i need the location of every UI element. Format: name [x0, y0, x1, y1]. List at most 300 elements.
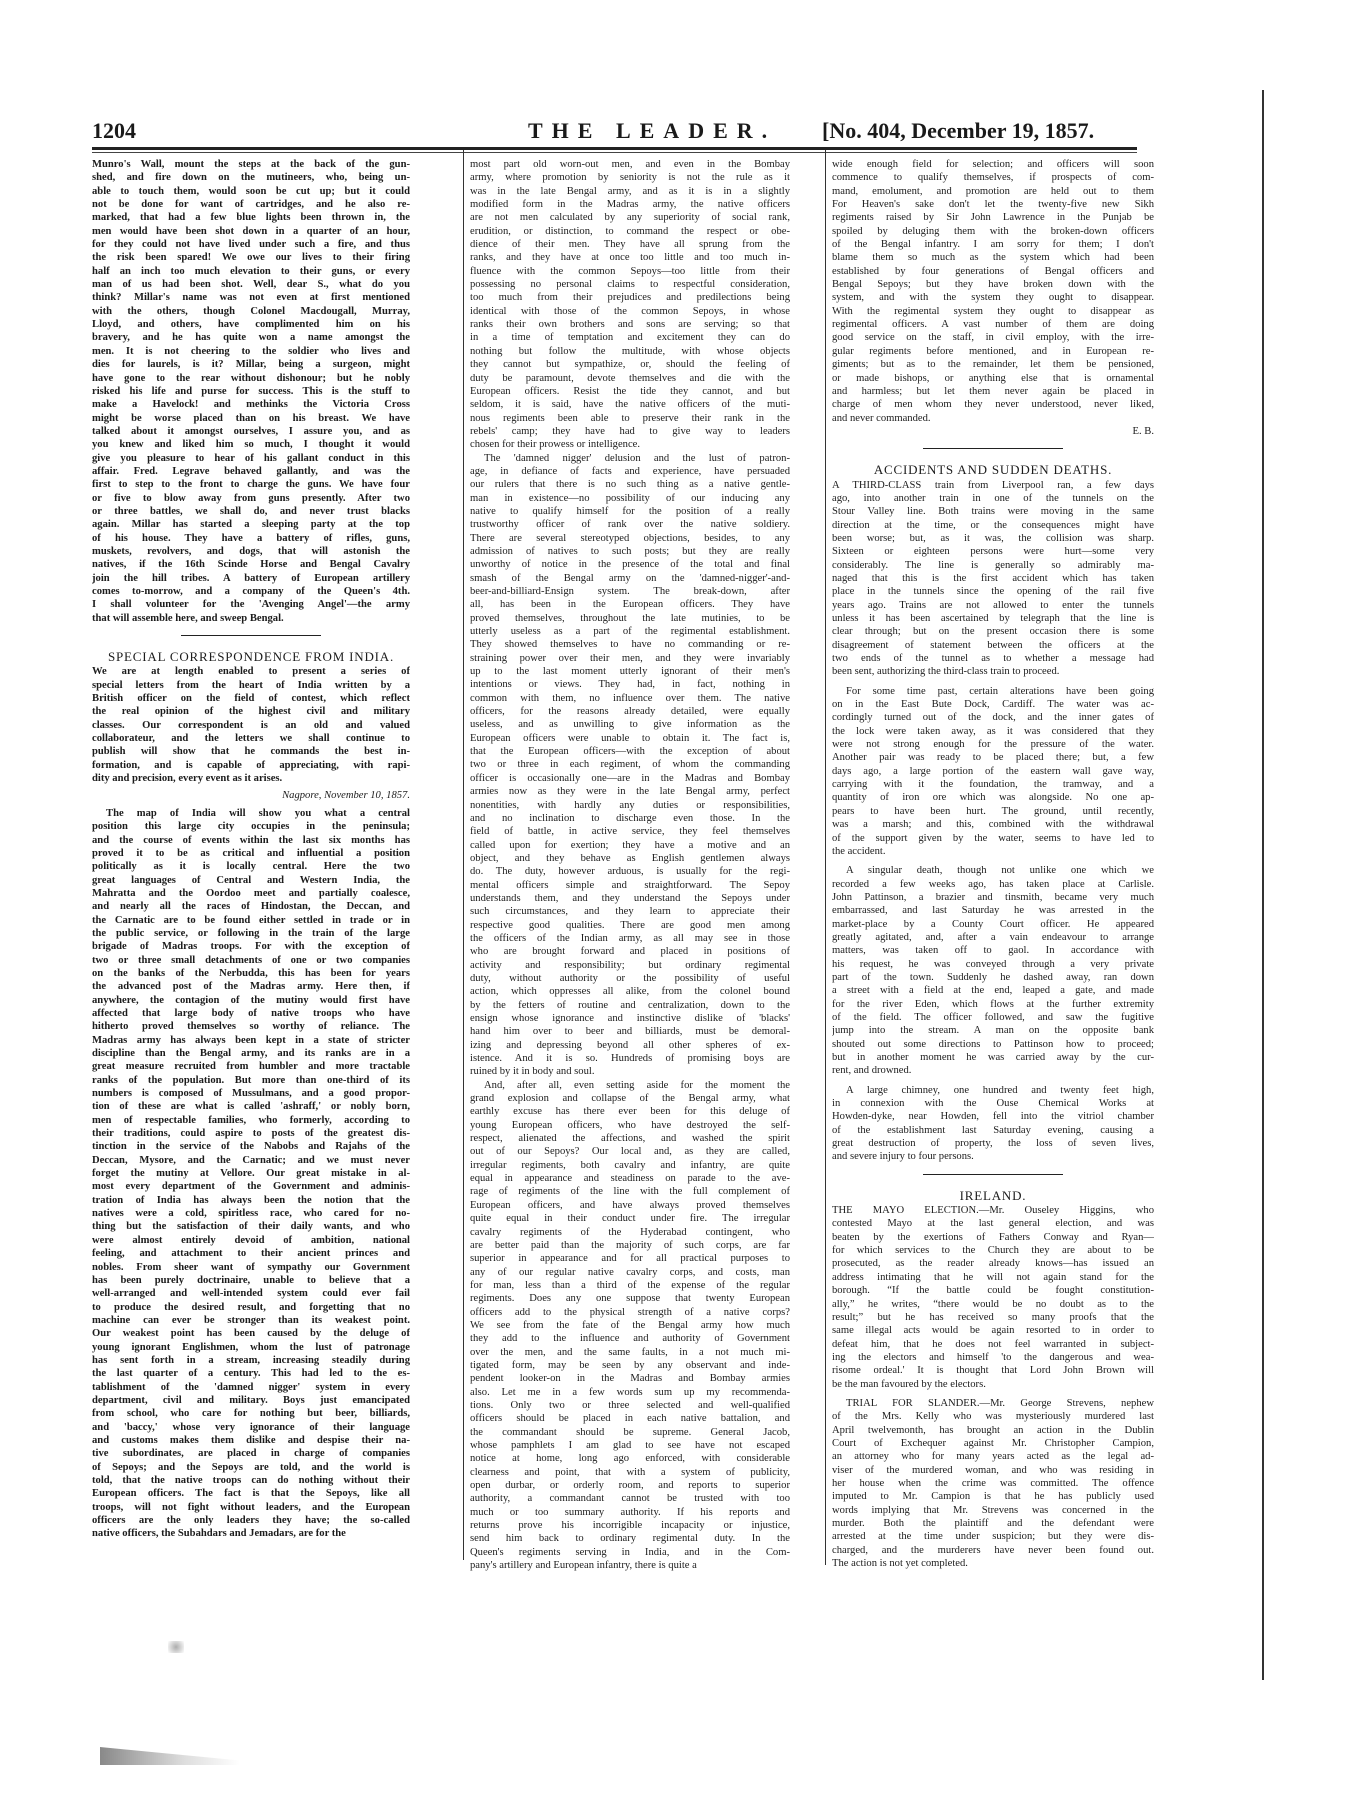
text-line: greatly agitated, and, after a vain endeavour to arrange — [832, 931, 1154, 943]
text-line: by the fetters of routine and centralization, down to the — [470, 999, 790, 1011]
page-edge — [1262, 90, 1264, 1680]
text-line: been worse; but, as it was, the collision was sharp. — [832, 532, 1154, 544]
text-line: of the field. The officer followed, and saw the fugitive — [832, 1011, 1154, 1023]
text-line: The map of India will show you what a central — [106, 807, 410, 819]
text-line: clear through; but on the present occasion there is some — [832, 626, 1154, 638]
text-line: the last quarter of a century. This had led to the es- — [92, 1368, 410, 1380]
text-line: established by four generations of Bengal officers and — [832, 265, 1154, 277]
text-line: the advanced post of the Madras army. Here then, if — [92, 981, 410, 993]
text-line: most part old worn-out men, and even in the Bombay — [470, 159, 790, 170]
text-line: the lock were taken away, as it was considered that they — [832, 725, 1154, 737]
text-line: beaten by the exertions of Fathers Conway and Ryan— — [832, 1231, 1154, 1243]
text-line: young European officers, who have destroyed the self- — [470, 1119, 790, 1131]
text-line: They showed themselves to have no commanding or re- — [470, 639, 790, 651]
text-line: There are several stereotyped objections, besides, to any — [470, 532, 790, 544]
text-line: matters, was taken off to gaol. In accordance with — [832, 945, 1154, 957]
letter-body — [92, 807, 410, 1541]
text-line: carrying with it the foundation, the tramway, and a — [832, 779, 1154, 791]
text-line: an attorney who for many years acted as the legal ad- — [832, 1451, 1154, 1463]
text-line: our rulers that there is no such thing as a native gentle- — [470, 479, 790, 491]
text-line: market-place by a County Court officer. He appeared — [832, 918, 1154, 930]
text-line: I shall volunteer for the 'Avenging Angel'—the army — [92, 599, 410, 611]
text-line: dity and precision, every event as it arises. — [92, 773, 283, 785]
text-line: A singular death, though not unlike one which we — [846, 865, 1154, 877]
text-line: izing and depressing beyond all other spheres of ex- — [470, 1039, 790, 1051]
text-line: called upon for exertion; they have a motive and an — [470, 839, 790, 851]
text-line: join the hill tribes. A battery of European artillery — [92, 572, 410, 584]
text-line: recorded a few weeks ago, has taken place at Carlisle. — [832, 878, 1154, 890]
text-line: system, and with the system they ought to disappear. — [832, 292, 1154, 304]
text-line: first to step to the front to charge the guns. We have four — [92, 479, 410, 491]
text-line: Deccan, Mysore, and the Carnatic; and we must never — [92, 1154, 410, 1166]
text-line: murder. Both the plaintiff and the defendant were — [832, 1518, 1154, 1529]
text-line: hitherto proved themselves so worthy of reliance. The — [92, 1021, 410, 1033]
text-line: great destruction of property, the loss of seven lives, — [832, 1138, 1154, 1150]
text-line: men would have been shot down in a quarter of an hour, — [92, 225, 410, 237]
text-line: Lloyd, and others, have complimented him on his — [92, 319, 410, 331]
text-line: Our weakest point has been caused by the deluge of — [92, 1328, 410, 1340]
text-line: age, in defiance of facts and experience, have persuaded — [470, 465, 790, 477]
text-line: for the river Eden, which flows at the further extremity — [832, 998, 1154, 1010]
text-line: April twelvemonth, has brought an action in the Dublin — [832, 1424, 1154, 1436]
text-line: naged that this is the first accident which has taken — [832, 572, 1154, 584]
text-line: prosecuted, as the reader already knows—has issued an — [832, 1258, 1154, 1270]
text-line: over the men, and the same faults, in a not much mi- — [470, 1346, 790, 1358]
text-line: embarrassed, and last Saturday he was arrested in the — [832, 905, 1154, 917]
text-line: blame them so much as the system which had been — [832, 252, 1154, 264]
text-line: native to qualify himself for the position of a really — [470, 505, 790, 517]
special-intro — [92, 665, 410, 785]
text-line: ranks of the population. But more than one-third of its — [92, 1074, 410, 1086]
text-line: position this large city occupies in the peninsula; — [92, 821, 410, 833]
dateline: Nagpore, November 10, 1857. — [282, 790, 410, 802]
text-line: the commandant should be supreme. General Jacob, — [470, 1426, 790, 1438]
text-line: direction at the time, or the consequences might have — [832, 519, 1154, 531]
text-line: tinction in the service of the Nabobs and Rajahs of the — [92, 1141, 410, 1153]
text-line: A THIRD-CLASS train from Liverpool ran, a few days — [832, 479, 1154, 491]
text-line: British officer on the field of contest, which reflect — [92, 693, 410, 705]
article-paragraph — [832, 1204, 1154, 1391]
text-line: field of battle, in active service, they feel themselves — [470, 826, 790, 838]
text-line: was a marsh; and this, combined with the withdrawal — [832, 819, 1154, 831]
text-line: ensign whose ignorance and instinctive dislike of 'blacks' — [470, 1013, 790, 1024]
text-line: unworthy of notice in the presence of the total and final — [470, 559, 790, 571]
text-line: European officers. Resist the tide they cannot, and but — [470, 385, 790, 397]
text-line: object, and they behave as English gentlemen always — [470, 852, 790, 864]
text-line: troops, will not fight without leaders, and the European — [92, 1501, 410, 1513]
text-line: collaborateur, and the letters we shall continue to — [92, 733, 410, 745]
text-line: ing the electors and himself 'to the dangerous and wea- — [832, 1351, 1154, 1363]
article-paragraph — [470, 1079, 790, 1573]
text-line: commence to qualify themselves, if prospects of com- — [832, 172, 1154, 184]
text-line: in connexion with the Ouse Chemical Works at — [832, 1098, 1154, 1110]
text-line: arrested at the time under suspicion; but they were dis- — [832, 1531, 1154, 1543]
text-line: are better paid than the majority of such corps, are far — [470, 1239, 790, 1251]
text-line: authority, a commandant cannot be trusted with too — [470, 1493, 790, 1505]
text-line: and the course of events within the last six months has — [92, 834, 410, 846]
text-line: much or too summary authority. If his reports and — [470, 1506, 790, 1518]
text-line: tions. Only two or three selected and well-qualified — [470, 1399, 790, 1411]
text-line: or made bishops, or anything else that is ornamental — [832, 372, 1154, 384]
text-line: istence. And it is so. Hundreds of promising boys are — [470, 1053, 790, 1065]
signature: E. B. — [1132, 425, 1154, 437]
text-line: and customs makes them dislike and despise their na- — [92, 1434, 410, 1446]
text-line: classes. Our correspondent is an old and valued — [92, 719, 410, 731]
text-line: proved themselves, throughout the late mutinies, to be — [470, 612, 790, 624]
text-line: send him back to ordinary regimental duty. In the — [470, 1533, 790, 1545]
text-line: With the regimental system they ought to disappear as — [832, 305, 1154, 317]
text-line: result;” but he has received so many proofs that the — [832, 1311, 1154, 1323]
text-line: and never commanded. — [832, 412, 931, 424]
text-line: the real opinion of the highest civil and military — [92, 706, 410, 718]
text-line: fluence with the common Sepoys—too little from their — [470, 265, 790, 277]
text-line: great measure recruited from humbler and more tractable — [92, 1061, 410, 1073]
text-line: armies now as they were in the late Bengal army, perfect — [470, 786, 790, 798]
text-line: risked his life and purse for success. This is the stuff to — [92, 385, 410, 397]
text-line: marked, that had a few blue lights been thrown in, the — [92, 212, 410, 224]
text-line: brigade of Madras troops. For with the exception of — [92, 941, 410, 953]
column-divider-2 — [825, 150, 826, 1565]
masthead-rule — [92, 147, 1137, 150]
text-line: chosen for their prowess or intelligence. — [470, 439, 641, 451]
text-line: the Carnatic are to be found either settled in trade or in — [92, 914, 410, 926]
text-line: forget the mutiny at Vellore. Our great mistake in al- — [92, 1168, 410, 1180]
section-heading-accidents: ACCIDENTS AND SUDDEN DEATHS. — [873, 462, 1113, 478]
text-line: shouted out some directions to Pattinson how to proceed; — [832, 1038, 1154, 1050]
text-line: formation, and is capable of appreciating, with rapi- — [92, 759, 410, 771]
text-line: officers, for the reasons already detailed, were equally — [470, 706, 790, 718]
text-line: muskets, revolvers, and dogs, that will astonish the — [92, 545, 410, 557]
masthead-rule-thin — [92, 152, 1137, 153]
text-line: also. Let me in a few words sum up my recommenda- — [470, 1386, 790, 1398]
text-line: THE MAYO ELECTION.—Mr. Ouseley Higgins, who — [832, 1205, 1154, 1217]
section-heading-ireland: IRELAND. — [959, 1187, 1027, 1203]
text-line: two or three small detachments of one or two companies — [92, 954, 410, 966]
text-line: officers should be placed in each native battalion, and — [470, 1413, 790, 1425]
text-line: and severe injury to four persons. — [832, 1151, 974, 1163]
text-line: Stour Valley line. Both trains were moving in the same — [832, 506, 1154, 518]
text-line: address intimating that he will not again stand for the — [832, 1271, 1154, 1283]
text-line: officers are the only leaders they have; the so-called — [92, 1515, 410, 1527]
text-line: years ago. Trains are not allowed to enter the tunnels — [832, 599, 1154, 611]
text-line: not be done for want of cartridges, and he also re- — [92, 199, 410, 211]
text-line: they add to the influence and authority of Government — [470, 1333, 790, 1345]
text-line: duty, without authority or the possibility of useful — [470, 972, 790, 984]
text-line: great languages of Central and Western India, the — [92, 874, 410, 886]
text-line: defeat him, that he does not feel warranted in subject- — [832, 1338, 1154, 1350]
text-line: able to touch them, would soon be cut up; but it could — [92, 185, 410, 197]
text-line: of Sepoys; and the Sepoys are told, and the world is — [92, 1461, 410, 1473]
letter-continuation — [92, 158, 410, 625]
text-line: part of the town. Suddenly he dashed away, ran down — [832, 971, 1154, 983]
text-line: European officers were unable to obtain it. The fact is, — [470, 732, 790, 744]
text-line: bravery, and he has quite won a name amongst the — [92, 332, 410, 344]
text-line: mand, emolument, and promotion are held out to them — [832, 185, 1154, 197]
text-line: that the European officers—with the exception of about — [470, 746, 790, 758]
text-line: We see from the fate of the Bengal army how much — [470, 1319, 790, 1331]
text-line: contested Mayo at the last general election, and was — [832, 1218, 1154, 1230]
text-line: European officers. The fact is that the Sepoys, like all — [92, 1488, 410, 1500]
issue-date: [No. 404, December 19, 1857. — [822, 118, 1095, 143]
text-line: modified form in the Madras army, the native officers — [470, 199, 790, 211]
text-line: rent, and drowned. — [832, 1065, 912, 1077]
text-line: Bengal Sepoys; but they have broken down with the — [832, 279, 1154, 291]
text-line: straining power over their men, and they were invariably — [470, 652, 790, 664]
text-line: for man, less than a third of the expense of the regular — [470, 1279, 790, 1291]
text-line: wide enough field for selection; and officers will soon — [832, 159, 1154, 170]
text-line: all, has been in the European officers. They have — [470, 599, 790, 611]
text-line: regiments. Does any one suppose that twenty European — [470, 1293, 790, 1305]
text-line: admission of natives to such posts; but they are really — [470, 545, 790, 557]
text-line: tion of these are what is called 'ashraff,' or nobly born, — [92, 1101, 410, 1113]
text-line: Madras army has always been kept in a state of stricter — [92, 1034, 410, 1046]
text-line: were almost entirely devoid of ambition, national — [92, 1234, 410, 1246]
text-line: politically as it is locally central. Here the two — [92, 861, 410, 873]
text-line: respective good qualities. There are good men among — [470, 919, 790, 931]
text-line: nonentities, with hardly any duties or responsibilities, — [470, 799, 790, 811]
text-line: department, civil and military. Boys just emancipated — [92, 1394, 410, 1406]
text-line: make a Havelock! and methinks the Victoria Cross — [92, 399, 410, 411]
text-line: cordingly turned out of the dock, and the inner gates of — [832, 712, 1154, 724]
text-line: nobles. From sheer want of sympathy our Government — [92, 1261, 410, 1273]
text-line: are not men calculated by any superiority of social rank, — [470, 212, 790, 224]
text-line: on the banks of the Nerbudda, this has been for years — [92, 967, 410, 979]
text-line: Court of Exchequer against Mr. Christopher Campion, — [832, 1437, 1154, 1449]
text-line: the accident. — [832, 845, 886, 857]
text-line: and nearly all the races of Hindostan, the Deccan, and — [92, 901, 410, 913]
text-line: dience of their men. They have all sprung from the — [470, 239, 790, 251]
text-line: her house when the crime was committed. The offence — [832, 1477, 1154, 1489]
text-line: of the establishment last Saturday evening, causing a — [832, 1124, 1154, 1136]
text-line: open durbar, or orderly room, and reports to superior — [470, 1480, 790, 1492]
text-line: might be worse placed than on his breast. We have — [92, 412, 410, 424]
text-line: man of us had been shot. Well, dear S., what do you — [92, 279, 410, 291]
text-line: imputed to Mr. Campion is that he has publicly used — [832, 1491, 1154, 1503]
text-line: has sent forth in a stream, increasing steadily during — [92, 1354, 410, 1366]
text-line: rebels' camp; they have had to give way to leaders — [470, 425, 790, 437]
text-line: man in existence—no possibility of our inducing any — [470, 492, 790, 504]
text-line: native officers, the Subahdars and Jemadars, are for the — [92, 1528, 346, 1540]
text-line: rage of regiments of the line with the full complement of — [470, 1186, 790, 1198]
text-line: men of respectable families, who formerly, according to — [92, 1114, 410, 1126]
text-line: to produce the desired result, and forgetting that no — [92, 1301, 410, 1313]
text-line: officers add to the physical strength of a native corps? — [470, 1306, 790, 1318]
text-line: giments; but as to the remainder, let them be pensioned, — [832, 359, 1154, 371]
text-line: For some time past, certain alterations have been going — [846, 685, 1154, 697]
column-3 — [832, 158, 1154, 1570]
text-line: regiments raised by Sir John Lawrence in the Punjab be — [832, 212, 1154, 224]
article-paragraph — [470, 452, 790, 1079]
text-line: clearness and point, that with a system of publicity, — [470, 1466, 790, 1478]
text-line: trustworthy officer of rank over the native soldiery. — [470, 519, 790, 531]
text-line: they cannot but sympathize, or, should the feeling of — [470, 359, 790, 371]
article-paragraph — [832, 685, 1154, 858]
text-line: a street with a field at the end, leaped a gate, and made — [832, 985, 1154, 997]
column-1 — [92, 158, 410, 1541]
text-line: And, after all, even setting aside for the moment the — [484, 1079, 790, 1091]
text-line: place in the tunnels since the opening of the rail five — [832, 586, 1154, 598]
text-line: affected that large body of native troops who have — [92, 1007, 410, 1019]
text-line: beer-and-billiard-Ensign system. The break-down, after — [470, 586, 790, 597]
text-line: men. It is not cheering to the soldier who lives and — [92, 345, 410, 357]
text-line: ago, into another train in one of the tunnels on the — [832, 492, 1154, 504]
text-line: machine can ever be stronger than its weakest point. — [92, 1314, 410, 1326]
text-line: or three battles, we shall do, and never trust blacks — [92, 505, 410, 517]
text-line: utterly useless as a part of the regimental establishment. — [470, 626, 790, 638]
text-line: A large chimney, one hundred and twenty feet high, — [846, 1084, 1154, 1096]
newspaper-title: THE LEADER. — [528, 118, 777, 143]
article-paragraph — [832, 864, 1154, 1078]
text-line: borough. “If the battle could be fought constitution- — [832, 1285, 1154, 1297]
text-line: words implying that Mr. Strevens was concerned in the — [832, 1504, 1154, 1516]
text-line: notice at home, long ago enforced, with considerable — [470, 1453, 790, 1465]
text-line: charged, and the murderers have never been found out. — [832, 1544, 1154, 1556]
text-line: natives were a cold, spiritless race, who cared for no- — [92, 1208, 410, 1220]
text-line: that will assemble here, and sweep Bengal. — [92, 612, 284, 624]
text-line: European officers, and have always proved themselves — [470, 1199, 790, 1211]
text-line: ruined by it in body and soul. — [470, 1066, 595, 1078]
text-line: have gone to the rear without dishonour; but he nobly — [92, 372, 410, 384]
text-line: pany's artillery and European infantry, there is quite a — [470, 1560, 697, 1572]
text-line: two or three in each regiment, of whom the commanding — [470, 759, 790, 771]
text-line: TRIAL FOR SLANDER.—Mr. George Strevens, nephew — [846, 1397, 1154, 1409]
text-line: too much from their prejudices and predilections being — [470, 292, 790, 304]
text-line: ally,” he writes, “there would be no doubt as to the — [832, 1298, 1154, 1310]
text-line: irregular regiments, both cavalry and infantry, are quite — [470, 1159, 790, 1171]
text-line: grand explosion and collapse of the Bengal army, what — [470, 1093, 790, 1105]
text-line: of the support given by the water, seems to have led to — [832, 832, 1154, 844]
print-speck — [168, 1641, 184, 1653]
text-line: discipline than the Bengal army, and its ranks are in a — [92, 1048, 410, 1059]
text-line: quite equal in their conduct under fire. The irregular — [470, 1213, 790, 1225]
text-line: We are at length enabled to present a series of — [92, 666, 410, 678]
text-line: disagreement of statement between the officers at the — [832, 639, 1154, 651]
text-line: feeling, and attachment to their ancient princes and — [92, 1248, 410, 1260]
text-line: considerably. The line is generally so admirably ma- — [832, 559, 1154, 571]
text-line: The action is not yet completed. — [832, 1558, 968, 1570]
text-line: Mahratta and the Oordoo meet and partially coalesce, — [92, 887, 410, 899]
text-line: half an inch too much elevation to their guns, or every — [92, 265, 410, 277]
text-line: out of our Sepoys? Our local and, as they are called, — [470, 1146, 790, 1158]
text-line: gular regiments before mentioned, and in European re- — [832, 345, 1154, 357]
text-line: told, that the native troops can do nothing without their — [92, 1475, 410, 1486]
text-line: The 'damned nigger' delusion and the lust of patron- — [484, 452, 790, 464]
text-line: publish will show that he commands the best in- — [92, 746, 410, 758]
text-line: days ago, a large portion of the eastern wall gave way, — [832, 765, 1154, 777]
scan-smudge — [100, 1735, 240, 1765]
text-line: activity and responsibility; but ordinary regimental — [470, 959, 790, 971]
column-2 — [470, 158, 790, 1572]
section-separator — [923, 1174, 1063, 1175]
text-line: well-arranged and well-intended system could ever fail — [92, 1288, 410, 1300]
text-line: army, where promotion by seniority is not the rule as it — [470, 172, 790, 184]
text-line: the public service, or following in the train of the large — [92, 927, 410, 939]
text-line: spoiled by deluging them with the broken-down officers — [832, 225, 1154, 237]
text-line: the risk been spared! We owe our lives to their firing — [92, 252, 410, 264]
page-number: 1204 — [92, 118, 136, 143]
article-paragraph — [832, 479, 1154, 679]
text-line: seldom, it is said, have the native officers of the muti- — [470, 399, 790, 411]
text-line: understands them, and they understand the Sepoys under — [470, 892, 790, 904]
text-line: the officers of the Indian army, as all may see in those — [470, 932, 790, 944]
text-line: Munro's Wall, mount the steps at the back of the gun- — [92, 159, 410, 170]
text-line: nous regiments been able to preserve their rank in the — [470, 412, 790, 424]
text-line: you knew and liked him so much, I thought it would — [92, 439, 410, 451]
text-line: jump into the stream. A man on the opposite bank — [832, 1025, 1154, 1037]
text-line: thing but the satisfaction of their daily wants, and who — [92, 1221, 410, 1233]
text-line: regimental officers. A vast number of them are doing — [832, 319, 1154, 331]
text-line: smash of the Bengal army on the 'damned-nigger'-and- — [470, 572, 790, 584]
text-line: of his house. They have a battery of rifles, guns, — [92, 532, 410, 544]
text-line: natives, if the 16th Scinde Horse and Bengal Cavalry — [92, 559, 410, 571]
text-line: mental officers simple and straightforward. The Sepoy — [470, 879, 790, 891]
text-line: numbers is composed of Mussulmans, and a good propor- — [92, 1088, 410, 1100]
text-line: be the man favoured by the electors. — [832, 1378, 986, 1390]
text-line: tablishment of the 'damned nigger' system in every — [92, 1381, 410, 1393]
text-line: was in the late Bengal army, and as it is in a slightly — [470, 185, 790, 197]
section-separator — [923, 448, 1063, 449]
text-line: hand him over to beer and billiards, must be demoral- — [470, 1026, 790, 1038]
text-line: tigated form, may be seen by any observant and inde- — [470, 1359, 790, 1371]
text-line: affair. Fred. Legrave behaved gallantly, and was the — [92, 465, 410, 477]
text-line: action, which oppresses all alike, from the colonel bound — [470, 986, 790, 998]
text-line: give you pleasure to hear of his gallant conduct in this — [92, 452, 410, 464]
masthead — [92, 118, 1132, 146]
text-line: unless it has been ascertained by telegraph that the line is — [832, 613, 1154, 624]
text-line: intentions or views. They had, in fact, nothing in — [470, 679, 790, 691]
text-line: up to the last moment utterly ignorant of their men's — [470, 666, 790, 678]
text-line: useless, and as unwilling to give information as the — [470, 719, 790, 731]
text-line: or five to blow away from guns presently. After two — [92, 492, 410, 504]
text-line: superior in appearance and for all practical purposes to — [470, 1253, 790, 1265]
text-line: again. Millar has started a sleeping party at the top — [92, 519, 410, 531]
text-line: Howden-dyke, near Howden, fell into the vitriol chamber — [832, 1111, 1154, 1123]
text-line: tration of India has always been the notion that the — [92, 1194, 410, 1206]
text-line: his request, he was conveyed through a very private — [832, 958, 1154, 970]
text-line: ranks, and they have at once too little and too much in- — [470, 252, 790, 264]
text-line: young ignorant Englishmen, whom the lust of patronage — [92, 1341, 410, 1353]
text-line: were not strong enough for the pressure of the water. — [832, 739, 1154, 751]
text-line: John Pattinson, a brazier and tinsmith, became very much — [832, 891, 1154, 903]
text-line: Another pair was ready to be placed there; but, a few — [832, 752, 1154, 764]
text-line: pendent looker-on in the Madras and Bombay armies — [470, 1373, 790, 1385]
text-line: of the Bengal infantry. I am sorry for them; I don't — [832, 239, 1154, 251]
text-line: possessing no personal claims to respectful consideration, — [470, 279, 790, 291]
article-paragraph — [832, 1397, 1154, 1570]
text-line: who are brought forward and placed in positions of — [470, 946, 790, 958]
text-line: risome ordeal.' It is thought that Lord John Brown will — [832, 1365, 1154, 1377]
text-line: most every department of the Government and adminis- — [92, 1181, 410, 1193]
text-line: pears to have been hurt. The ground, until recently, — [832, 805, 1154, 817]
text-line: any of our regular native cavalry corps, and costs, man — [470, 1266, 790, 1278]
text-line: with the others, though Colonel Macdougall, Murray, — [92, 305, 410, 317]
text-line: proved it to be as critical and influential a position — [92, 847, 410, 859]
text-line: quantity of iron ore which was alongside. No one ap- — [832, 792, 1154, 804]
text-line: Sixteen or eighteen persons were hurt—some very — [832, 546, 1154, 558]
text-line: common with them, no influence over them. The native — [470, 692, 790, 704]
text-line: such circumstances, and they learn to appreciate their — [470, 906, 790, 918]
text-line: equal in appearance and steadiness on parade to the ave- — [470, 1173, 790, 1185]
article-paragraph — [470, 158, 790, 452]
text-line: officer is occasionally one—are in the Madras and Bombay — [470, 772, 790, 784]
text-line: comes to-morrow, and a company of the Queen's 4th. — [92, 586, 410, 597]
text-line: For Heaven's sake don't let the twenty-five new Sikh — [832, 199, 1154, 211]
text-line: and no inclination to discharge even those. In the — [470, 812, 790, 824]
text-line: erudition, or distinction, to command the respect or obe- — [470, 225, 790, 237]
text-line: from school, who care for nothing but beer, billiards, — [92, 1408, 410, 1420]
text-line: earthly excuse has there ever been for this deluge of — [470, 1106, 790, 1118]
column-divider-1 — [463, 150, 464, 1560]
